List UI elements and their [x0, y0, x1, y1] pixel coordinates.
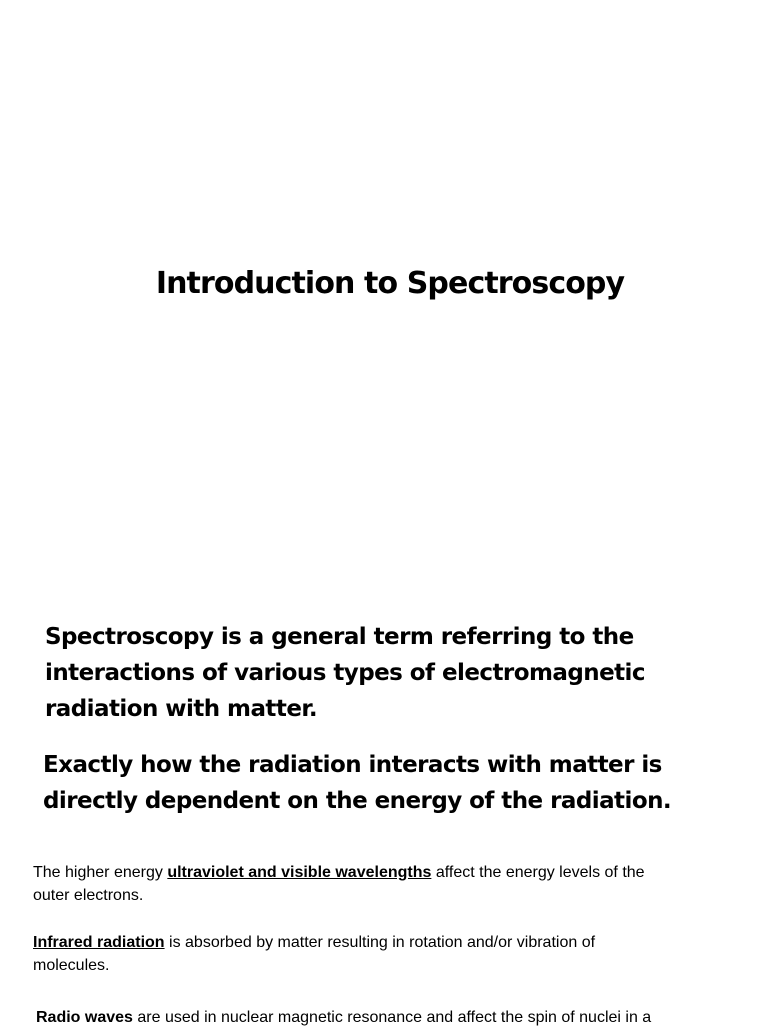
uv-visible-line-2: outer electrons. — [33, 887, 144, 904]
definition-line-3: radiation with matter. — [45, 696, 318, 722]
radio-term: Radio waves — [36, 1009, 133, 1026]
infrared-suffix: is absorbed by matter resulting in rotation and/or vibration of — [164, 934, 596, 951]
infrared-term: Infrared radiation — [33, 934, 165, 951]
dependence-line-1: Exactly how the radiation interacts with matter is — [43, 752, 662, 778]
uv-visible-suffix: affect the energy levels of the — [431, 864, 645, 881]
definition-paragraph — [45, 619, 645, 727]
page-title: Introduction to Spectroscopy — [155, 266, 625, 301]
infrared-line-1 — [33, 931, 595, 954]
uv-visible-term: ultraviolet and visible wavelengths — [167, 864, 432, 881]
uv-visible-prefix: The higher energy — [33, 864, 168, 881]
uv-visible-line-1 — [33, 861, 645, 884]
radio-paragraph — [36, 1006, 651, 1029]
uv-visible-paragraph — [33, 861, 645, 907]
infrared-line-2: molecules. — [33, 957, 110, 974]
definition-line-2: interactions of various types of electromagnetic — [45, 660, 645, 686]
dependence-paragraph — [43, 747, 671, 819]
definition-line-1: Spectroscopy is a general term referring to the — [45, 624, 634, 650]
radio-line-1 — [36, 1006, 651, 1029]
dependence-line-2: directly dependent on the energy of the radiation. — [43, 788, 672, 814]
radio-suffix: are used in nuclear magnetic resonance and affect the spin of nuclei in a — [132, 1009, 652, 1026]
infrared-paragraph — [33, 931, 595, 977]
